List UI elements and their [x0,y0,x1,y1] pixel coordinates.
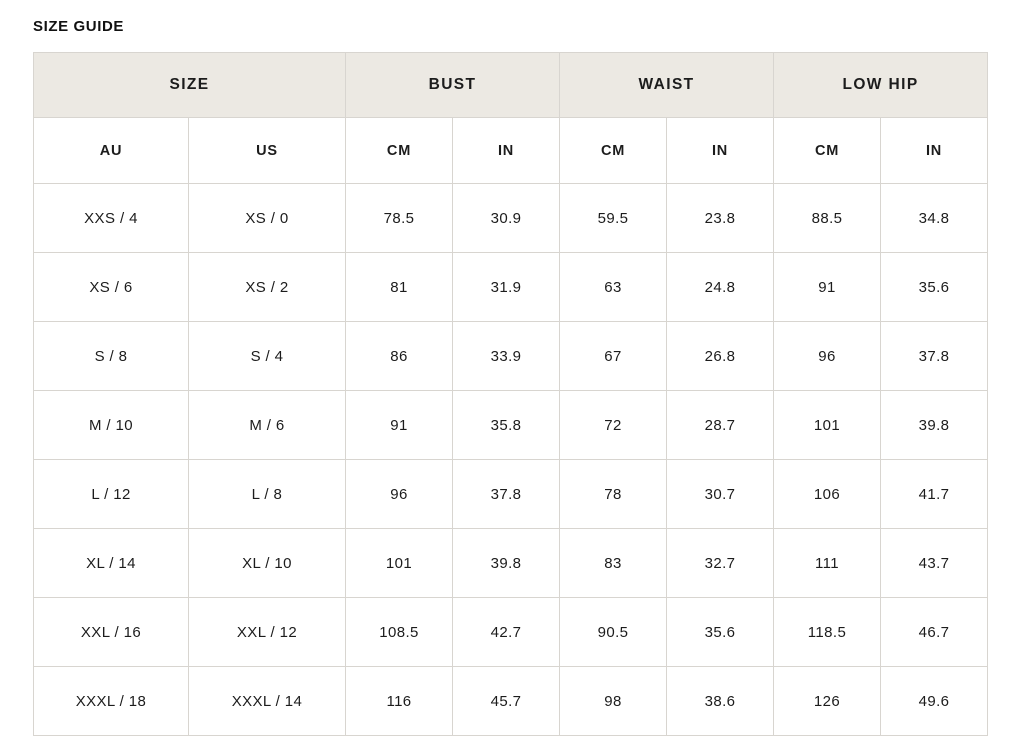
cell-au: XL / 14 [34,529,189,598]
group-header-size: SIZE [34,53,346,118]
cell-waist-cm: 78 [560,460,667,529]
cell-hip-cm: 101 [774,391,881,460]
table-row [34,184,988,253]
cell-waist-cm: 98 [560,667,667,736]
page-title: SIZE GUIDE [33,18,125,35]
cell-hip-in: 39.8 [881,391,988,460]
table-row [34,391,988,460]
cell-hip-cm: 91 [774,253,881,322]
cell-hip-in: 46.7 [881,598,988,667]
unit-header-row [34,118,988,184]
cell-hip-cm: 111 [774,529,881,598]
unit-header-waist-cm: CM [560,118,667,184]
cell-bust-cm: 81 [346,253,453,322]
cell-bust-cm: 86 [346,322,453,391]
cell-waist-cm: 90.5 [560,598,667,667]
cell-hip-in: 49.6 [881,667,988,736]
table-head [34,53,988,184]
cell-waist-in: 23.8 [667,184,774,253]
cell-bust-cm: 101 [346,529,453,598]
cell-au: XS / 6 [34,253,189,322]
cell-hip-cm: 118.5 [774,598,881,667]
cell-hip-in: 37.8 [881,322,988,391]
cell-bust-in: 39.8 [453,529,560,598]
group-header-bust: BUST [346,53,560,118]
cell-waist-in: 38.6 [667,667,774,736]
cell-au: M / 10 [34,391,189,460]
cell-au: XXL / 16 [34,598,189,667]
cell-au: S / 8 [34,322,189,391]
table-row [34,529,988,598]
cell-bust-in: 42.7 [453,598,560,667]
cell-au: XXXL / 18 [34,667,189,736]
cell-us: XS / 2 [189,253,346,322]
size-guide-table [33,52,988,736]
cell-hip-cm: 88.5 [774,184,881,253]
cell-waist-in: 32.7 [667,529,774,598]
cell-bust-cm: 96 [346,460,453,529]
cell-hip-cm: 126 [774,667,881,736]
cell-us: XS / 0 [189,184,346,253]
table-row [34,253,988,322]
cell-hip-cm: 106 [774,460,881,529]
cell-bust-cm: 116 [346,667,453,736]
cell-hip-in: 43.7 [881,529,988,598]
cell-hip-cm: 96 [774,322,881,391]
cell-au: L / 12 [34,460,189,529]
cell-hip-in: 34.8 [881,184,988,253]
cell-hip-in: 35.6 [881,253,988,322]
unit-header-hip-in: IN [881,118,988,184]
cell-us: L / 8 [189,460,346,529]
cell-waist-in: 28.7 [667,391,774,460]
table-row [34,322,988,391]
cell-bust-cm: 108.5 [346,598,453,667]
cell-bust-cm: 78.5 [346,184,453,253]
cell-waist-in: 26.8 [667,322,774,391]
cell-bust-cm: 91 [346,391,453,460]
group-header-row [34,53,988,118]
cell-bust-in: 37.8 [453,460,560,529]
unit-header-hip-cm: CM [774,118,881,184]
cell-hip-in: 41.7 [881,460,988,529]
group-header-low-hip: LOW HIP [774,53,988,118]
unit-header-us: US [189,118,346,184]
cell-waist-in: 24.8 [667,253,774,322]
cell-bust-in: 31.9 [453,253,560,322]
cell-us: XL / 10 [189,529,346,598]
table-row [34,460,988,529]
cell-bust-in: 33.9 [453,322,560,391]
cell-waist-cm: 67 [560,322,667,391]
table-row [34,598,988,667]
cell-waist-cm: 83 [560,529,667,598]
cell-waist-cm: 72 [560,391,667,460]
cell-waist-cm: 63 [560,253,667,322]
cell-bust-in: 45.7 [453,667,560,736]
cell-us: S / 4 [189,322,346,391]
cell-waist-cm: 59.5 [560,184,667,253]
cell-waist-in: 30.7 [667,460,774,529]
size-guide-table-wrapper [33,52,985,736]
cell-us: XXL / 12 [189,598,346,667]
cell-us: XXXL / 14 [189,667,346,736]
cell-bust-in: 30.9 [453,184,560,253]
group-header-waist: WAIST [560,53,774,118]
cell-au: XXS / 4 [34,184,189,253]
cell-us: M / 6 [189,391,346,460]
unit-header-bust-cm: CM [346,118,453,184]
unit-header-au: AU [34,118,189,184]
cell-bust-in: 35.8 [453,391,560,460]
cell-waist-in: 35.6 [667,598,774,667]
table-row [34,667,988,736]
unit-header-waist-in: IN [667,118,774,184]
unit-header-bust-in: IN [453,118,560,184]
table-body [34,184,988,736]
